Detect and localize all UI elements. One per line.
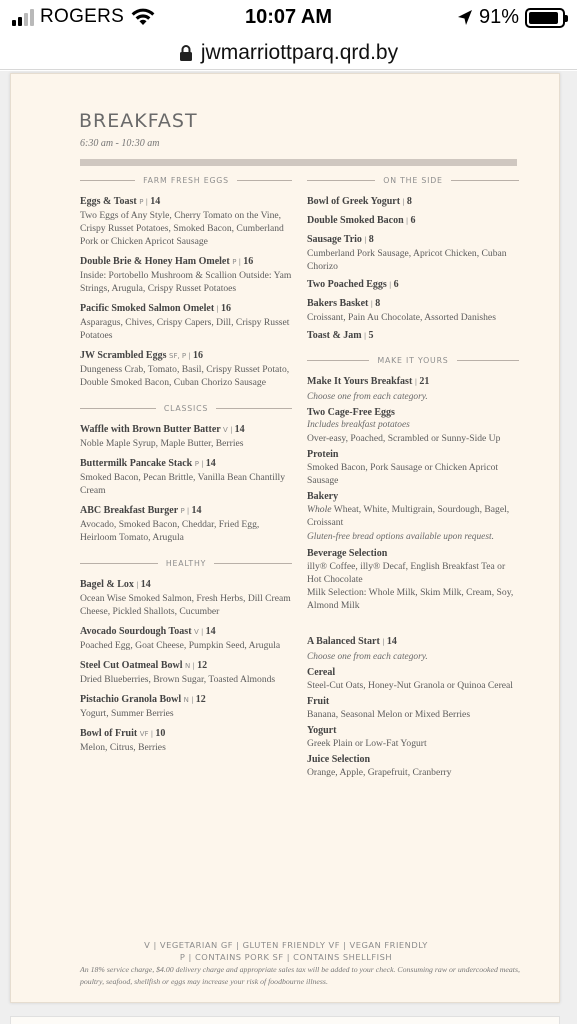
next-page-edge	[10, 1016, 560, 1024]
menu-item	[307, 375, 519, 404]
carrier-name: ROGERS	[40, 6, 125, 27]
battery-icon	[525, 8, 565, 28]
item-title: JW Scrambled Eggs	[80, 350, 167, 361]
menu-item-name: Bowl of Greek Yogurt | 8	[307, 196, 412, 207]
menu-item-name: Toast & Jam | 5	[307, 330, 374, 341]
location-arrow-icon	[457, 9, 473, 27]
option-desc: Smoked Bacon, Pork Sausage or Chicken Apricot Sausage	[307, 462, 499, 486]
divider	[307, 360, 369, 361]
item-title: Avocado Sourdough Toast	[80, 626, 192, 637]
address-bar[interactable]	[0, 36, 577, 70]
menu-item	[307, 278, 519, 292]
item-price: 14	[191, 505, 202, 516]
menu-item	[80, 302, 292, 342]
item-title: Double Smoked Bacon	[307, 215, 404, 226]
menu-item-name: Double Smoked Bacon | 6	[307, 215, 416, 226]
item-tags: P	[194, 460, 199, 468]
item-price: 14	[205, 626, 216, 637]
menu-item	[80, 625, 292, 652]
menu-item	[307, 297, 519, 324]
menu-item-desc: Cumberland Pork Sausage, Apricot Chicken, Cuban Chorizo	[307, 248, 507, 272]
item-title: Eggs & Toast	[80, 196, 137, 207]
menu-item	[307, 233, 519, 273]
item-title: Sausage Trio	[307, 234, 362, 245]
menu-item-desc: Poached Egg, Goat Cheese, Pumpkin Seed, Arugula	[80, 640, 281, 651]
item-price: 10	[155, 728, 166, 739]
item-price: 14	[234, 424, 245, 435]
option-name: Protein	[307, 449, 339, 460]
section-heading	[307, 354, 519, 366]
option-name: Two Cage-Free Eggs	[307, 407, 395, 418]
battery-fill	[529, 12, 558, 24]
item-tags: P	[139, 198, 144, 206]
option-desc: Orange, Apple, Grapefruit, Cranberry	[307, 767, 452, 778]
item-title: Pistachio Granola Bowl	[80, 694, 182, 705]
divider	[457, 360, 519, 361]
item-title: ABC Breakfast Burger	[80, 505, 178, 516]
item-tags: SF, P	[169, 352, 187, 360]
menu-item-desc: Smoked Bacon, Pecan Brittle, Vanilla Bean Chantilly Cream	[80, 472, 285, 496]
menu-item	[80, 349, 292, 389]
item-price: 8	[406, 196, 412, 207]
menu-item-name: Make It Yours Breakfast | 21	[307, 376, 430, 387]
menu-title: BREAKFAST	[79, 110, 198, 132]
option-name: Fruit	[307, 696, 330, 707]
menu-item	[80, 727, 292, 754]
section-heading-label: ON THE SIDE	[383, 175, 443, 185]
item-price: 14	[150, 196, 161, 207]
divider	[214, 563, 292, 564]
menu-item	[80, 578, 292, 618]
menu-item-desc: Dungeness Crab, Tomato, Basil, Crispy Russet Potato, Double Smoked Bacon, Cuban Chorizo Sausage	[80, 364, 290, 388]
menu-item-name: Sausage Trio | 8	[307, 234, 374, 245]
on-the-side-list	[307, 195, 519, 343]
menu-item-name: Eggs & Toast P | 14	[80, 196, 161, 207]
option-group	[307, 406, 519, 445]
item-title: Bakers Basket	[307, 298, 369, 309]
item-note: Choose one from each category.	[307, 392, 428, 402]
option-group	[307, 448, 519, 487]
item-note: Choose one from each category.	[307, 652, 428, 662]
menu-item-name: Waffle with Brown Butter Batter V | 14	[80, 424, 245, 435]
item-title: Bagel & Lox	[80, 579, 134, 590]
option-desc-rest: Wheat, White, Multigrain, Sourdough, Bagel, Croissant	[307, 504, 510, 528]
divider	[451, 180, 519, 181]
menu-item-desc: Croissant, Pain Au Chocolate, Assorted Danishes	[307, 312, 496, 323]
dietary-legend: V | VEGETARIAN GF | GLUTEN FRIENDLY VF | VEGAN FRIENDLY	[144, 940, 428, 950]
option-group	[307, 666, 519, 692]
option-name: Cereal	[307, 667, 336, 678]
item-price: 5	[368, 330, 374, 341]
left-column	[80, 174, 292, 761]
status-right	[457, 6, 565, 29]
menu-item-desc: Ocean Wise Smoked Salmon, Fresh Herbs, Dill Cream Cheese, Pickled Shallots, Cucumber	[80, 593, 291, 617]
option-name: Beverage Selection	[307, 548, 388, 559]
item-price: 6	[410, 215, 416, 226]
option-name: Yogurt	[307, 725, 337, 736]
section-heading	[307, 174, 519, 186]
menu-item-name: Buttermilk Pancake Stack P | 14	[80, 458, 216, 469]
disclaimer: An 18% service charge, $4.00 delivery charge and appropriate sales tax will be added to your check. Consuming raw or undercooked meats, poultry, seafood, shellfish or eggs may increase your risk of foodbourne illness.	[80, 965, 520, 986]
divider	[307, 180, 375, 181]
option-desc: illy® Coffee, illy® Decaf, English Breakfast Tea or Hot Chocolate	[307, 561, 506, 585]
lock-icon	[179, 44, 193, 62]
option-group	[307, 490, 519, 544]
battery-percent: 91%	[478, 6, 519, 28]
menu-item-desc: Inside: Portobello Mushroom & Scallion Outside: Yam Strings, Arugula, Crispy Russet Potatoes	[80, 270, 292, 294]
menu-item-name: Bowl of Fruit VF | 10	[80, 728, 166, 739]
option-note: Gluten-free bread options available upon request.	[307, 532, 494, 542]
item-price: 16	[220, 303, 231, 314]
menu-item-desc: Avocado, Smoked Bacon, Cheddar, Fried Egg, Heirloom Tomato, Arugula	[80, 519, 260, 543]
title-divider	[80, 159, 517, 166]
item-price: 14	[386, 636, 397, 647]
section-heading	[80, 174, 292, 186]
menu-item-name: Double Brie & Honey Ham Omelet P | 16	[80, 256, 254, 267]
divider	[237, 180, 292, 181]
divider	[80, 180, 135, 181]
item-price: 8	[375, 298, 381, 309]
item-title: Double Brie & Honey Ham Omelet	[80, 256, 230, 267]
item-price: 6	[393, 279, 399, 290]
menu-item-name: ABC Breakfast Burger P | 14	[80, 505, 202, 516]
menu-item	[307, 214, 519, 228]
item-tags: P	[232, 258, 237, 266]
item-price: 16	[243, 256, 254, 267]
menu-item-desc: Dried Blueberries, Brown Sugar, Toasted Almonds	[80, 674, 276, 685]
option-desc: Steel-Cut Oats, Honey-Nut Granola or Quinoa Cereal	[307, 680, 513, 691]
menu-item-name: Steel Cut Oatmeal Bowl N | 12	[80, 660, 208, 671]
option-group	[307, 724, 519, 750]
right-column	[307, 174, 519, 786]
menu-page	[10, 73, 560, 1003]
menu-item	[80, 659, 292, 686]
item-price: 8	[368, 234, 374, 245]
item-title: Steel Cut Oatmeal Bowl	[80, 660, 183, 671]
item-tags: N	[183, 696, 189, 704]
menu-item	[80, 504, 292, 544]
divider	[80, 408, 156, 409]
menu-item	[307, 195, 519, 209]
menu-item-desc: Melon, Citrus, Berries	[80, 742, 166, 753]
menu-item	[80, 693, 292, 720]
option-desc: Greek Plain or Low-Fat Yogurt	[307, 738, 427, 749]
menu-item-name: JW Scrambled Eggs SF, P | 16	[80, 350, 203, 361]
section-heading-label: CLASSICS	[163, 403, 209, 413]
menu-item	[307, 329, 519, 343]
menu-hours: 6:30 am - 10:30 am	[80, 138, 160, 149]
divider	[216, 408, 292, 409]
menu-item-desc: Two Eggs of Any Style, Cherry Tomato on the Vine, Crispy Russet Potatoes, Smoked Bacon, Cumberland Pork or Chicken Apricot Sausage	[80, 210, 284, 247]
option-desc: Milk Selection: Whole Milk, Skim Milk, Cream, Soy, Almond Milk	[307, 587, 514, 611]
item-price: 16	[192, 350, 203, 361]
menu-item-name: Pacific Smoked Salmon Omelet | 16	[80, 303, 231, 314]
item-title: Bowl of Fruit	[80, 728, 138, 739]
item-tags: P	[180, 507, 185, 515]
menu-item-desc: Noble Maple Syrup, Maple Butter, Berries	[80, 438, 244, 449]
item-tags: VF	[139, 730, 149, 738]
menu-item	[307, 635, 519, 664]
item-title: Two Poached Eggs	[307, 279, 387, 290]
menu-item-name: Two Poached Eggs | 6	[307, 279, 399, 290]
item-price: 12	[197, 660, 208, 671]
menu-item-name: A Balanced Start | 14	[307, 636, 397, 647]
option-group	[307, 695, 519, 721]
option-name: Juice Selection	[307, 754, 371, 765]
section-heading-label: FARM FRESH EGGS	[143, 175, 229, 185]
item-title: Waffle with Brown Butter Batter	[80, 424, 221, 435]
section-heading	[80, 557, 292, 569]
item-tags: V	[194, 628, 199, 636]
option-desc: Over-easy, Poached, Scrambled or Sunny-Side Up	[307, 433, 501, 444]
option-group	[307, 753, 519, 779]
clock: 10:07 AM	[244, 6, 333, 28]
option-desc-italic: Whole	[307, 504, 332, 515]
item-price: 21	[419, 376, 430, 387]
menu-item-name: Avocado Sourdough Toast V | 14	[80, 626, 216, 637]
item-price: 12	[195, 694, 206, 705]
item-title: Make It Yours Breakfast	[307, 376, 413, 387]
item-title: A Balanced Start	[307, 636, 380, 647]
menu-item-name: Pistachio Granola Bowl N | 12	[80, 694, 206, 705]
menu-item-name: Bakers Basket | 8	[307, 298, 381, 309]
option-note: Includes breakfast potatoes	[307, 420, 410, 430]
menu-item-desc: Yogurt, Summer Berries	[80, 708, 174, 719]
item-title: Bowl of Greek Yogurt	[307, 196, 401, 207]
option-group	[307, 547, 519, 612]
section-heading-label: MAKE IT YOURS	[377, 355, 449, 365]
item-price: 14	[205, 458, 216, 469]
section-heading	[80, 402, 292, 414]
menu-item-name: Bagel & Lox | 14	[80, 579, 151, 590]
item-tags: V	[223, 426, 228, 434]
document-viewer[interactable]	[0, 71, 577, 1024]
menu-item	[80, 457, 292, 497]
menu-item	[80, 195, 292, 248]
menu-item	[80, 423, 292, 450]
item-title: Pacific Smoked Salmon Omelet	[80, 303, 215, 314]
item-tags: N	[185, 662, 191, 670]
option-desc: Banana, Seasonal Melon or Mixed Berries	[307, 709, 471, 720]
menu-item-desc: Asparagus, Chives, Crispy Capers, Dill, Crispy Russet Potatoes	[80, 317, 290, 341]
item-title: Toast & Jam	[307, 330, 362, 341]
section-heading-label: HEALTHY	[165, 558, 207, 568]
status-bar	[0, 0, 577, 36]
divider	[80, 563, 158, 564]
url-text[interactable]: jwmarriottparq.qrd.by	[200, 40, 399, 64]
item-price: 14	[140, 579, 151, 590]
option-name: Bakery	[307, 491, 339, 502]
option-desc	[307, 503, 519, 529]
dietary-legend: P | CONTAINS PORK SF | CONTAINS SHELLFISH	[179, 952, 393, 962]
menu-item	[80, 255, 292, 295]
item-title: Buttermilk Pancake Stack	[80, 458, 193, 469]
